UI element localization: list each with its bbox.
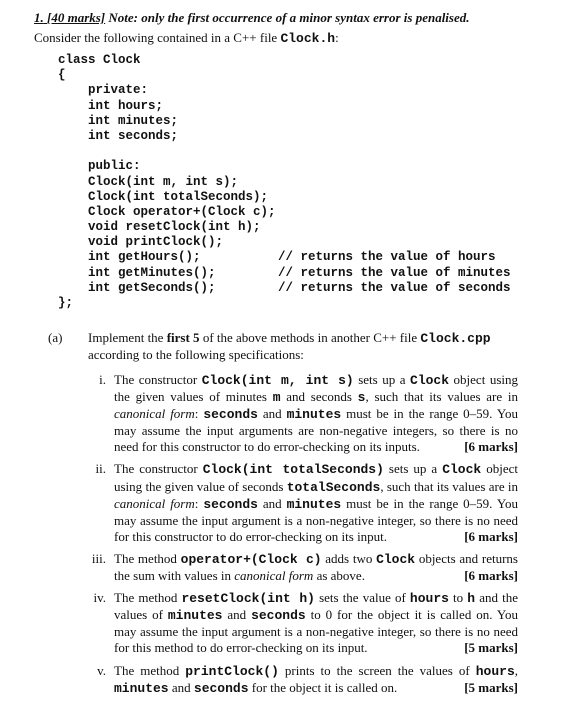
code-line-getter-minutes: int getMinutes(); // returns the value of minutes — [88, 265, 511, 280]
question-number: 1. [40 marks] — [34, 10, 106, 25]
code-line-getter-seconds: int getSeconds(); // returns the value of seconds — [88, 280, 511, 295]
question-note: Note: only the first occurrence of a minor syntax error is penalised. — [108, 10, 470, 25]
code-line-private: private: — [88, 83, 149, 98]
item-number: iii. — [91, 550, 106, 566]
code-line-method-2: Clock(int totalSeconds); — [88, 189, 269, 204]
item-marks: [6 marks] — [464, 439, 518, 455]
item-marks: [5 marks] — [464, 679, 518, 695]
specification-list — [90, 372, 518, 703]
list-item: v. The method printClock() prints to the screen the values of hours, minutes and seconds for the object it is called on. [5 marks] — [90, 663, 518, 697]
item-marks: [6 marks] — [464, 528, 518, 544]
list-item: iv. The method resetClock(int h) sets the value of hours to h and the values of minutes and seconds to 0 for the object it is called on. You may assume the input argument is a non-negative integer, so there is no need for this method to do error-checking on its input. [5 marks] — [90, 590, 518, 656]
item-number: i. — [99, 372, 106, 387]
list-item: ii. The constructor Clock(int totalSeconds) sets up a Clock object using the given value of seconds totalSeconds, such that its values are in canonical form: seconds and minutes must be in the range 0–59. You may assume the input argument is a non-negative integer, so there is no need for this constructor to do error-checking on its input. [6 marks] — [90, 461, 518, 544]
code-line-field-seconds: int seconds; — [88, 128, 179, 143]
part-a-label: (a) — [48, 330, 63, 345]
code-line-getter-hours: int getHours(); // returns the value of hours — [88, 250, 496, 265]
filename-header: Clock.h — [280, 31, 336, 46]
item-marks: [6 marks] — [464, 568, 518, 584]
code-line-class: class Clock — [58, 53, 141, 67]
item-number: iv. — [93, 590, 106, 606]
item-marks: [5 marks] — [464, 640, 518, 656]
part-a-text: Implement the first 5 of the above methods in another C++ file Clock.cpp according to the following specifications: — [88, 330, 491, 362]
code-line-method-4: void resetClock(int h); — [88, 220, 261, 235]
code-line-field-hours: int hours; — [88, 98, 164, 113]
item-number: ii. — [95, 461, 106, 477]
code-block — [58, 53, 511, 311]
code-line-field-minutes: int minutes; — [88, 113, 179, 128]
part-a — [48, 330, 518, 363]
intro-text: Consider the following contained in a C++ file Clock.h: — [34, 30, 339, 46]
code-blank-line — [58, 144, 511, 159]
code-line-method-3: Clock operator+(Clock c); — [88, 204, 276, 219]
list-item: i. The constructor Clock(int m, int s) sets up a Clock object using the given values of minutes m and seconds s, such that its values are in canonical form: seconds and minutes must be in the range 0–59. You may assume the input arguments are non-negative integers, so there is no need for this constructor to do error-checking on its inputs. [6 marks] — [90, 372, 518, 455]
list-item: iii. The method operator+(Clock c) adds two Clock objects and returns the sum with values in canonical form as above. [6 marks] — [90, 551, 518, 584]
code-line-method-1: Clock(int m, int s); — [88, 174, 239, 189]
item-number: v. — [97, 662, 106, 678]
code-line-public: public: — [88, 159, 141, 174]
code-line-open: { — [58, 68, 66, 83]
code-line-method-5: void printClock(); — [88, 235, 224, 250]
code-line-close: }; — [58, 296, 74, 310]
question-header — [34, 10, 574, 26]
